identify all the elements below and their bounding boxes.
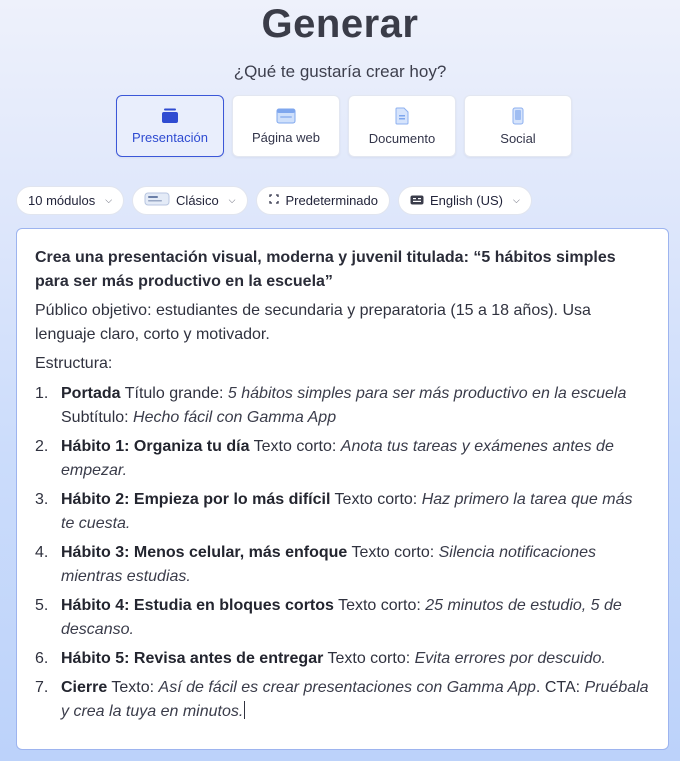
theme-dropdown[interactable] — [132, 186, 247, 215]
type-social-label: Social — [500, 130, 536, 146]
list-item: 7. Cierre Texto: Así de fácil es crear presentaciones con Gamma App. CTA: Pruébala y crea la tuya en minutos. — [35, 679, 649, 720]
chevron-down-icon: ⌵ — [512, 195, 520, 205]
format-value: Predeterminado — [285, 193, 378, 208]
type-document-label: Documento — [368, 130, 436, 146]
expand-icon — [268, 193, 280, 208]
theme-value: Clásico — [176, 193, 219, 208]
chevron-down-icon: ⌵ — [105, 195, 113, 205]
modules-dropdown[interactable] — [16, 186, 124, 215]
prompt-heading: Crea una presentación visual, moderna y juvenil titulada: “5 hábitos simples para ser más productivo en la escuela” — [35, 249, 616, 290]
content-type-selector — [116, 95, 572, 157]
type-presentation-label: Presentación — [132, 129, 208, 145]
type-document-button[interactable] — [348, 95, 456, 157]
type-webpage-label: Página web — [252, 129, 320, 145]
social-icon — [512, 107, 524, 125]
list-item: 3. Hábito 2: Empieza por lo más difícil Texto corto: Haz primero la tarea que más te cuesta. — [35, 491, 633, 532]
presentation-icon — [161, 108, 179, 124]
modules-value: 10 módulos — [28, 193, 96, 208]
type-social-button[interactable] — [464, 95, 572, 157]
chevron-down-icon: ⌵ — [228, 195, 236, 205]
prompt-audience: Público objetivo: estudiantes de secundaria y preparatoria (15 a 18 años). Usa lenguaje claro, corto y motivador. — [35, 302, 591, 343]
theme-icon — [144, 192, 170, 209]
text-caret — [244, 701, 245, 719]
list-item: 5. Hábito 4: Estudia en bloques cortos Texto corto: 25 minutos de estudio, 5 de descanso. — [35, 597, 622, 638]
webpage-icon — [276, 108, 296, 124]
type-webpage-button[interactable] — [232, 95, 340, 157]
language-dropdown[interactable] — [398, 186, 532, 215]
page-subtitle: ¿Qué te gustaría crear hoy? — [233, 62, 447, 81]
prompt-structure-list — [35, 382, 650, 724]
options-bar — [16, 186, 532, 215]
format-dropdown[interactable] — [256, 186, 391, 215]
document-icon — [395, 107, 409, 125]
language-value: English (US) — [430, 193, 503, 208]
type-presentation-button[interactable] — [116, 95, 224, 157]
page-title: Generar — [261, 2, 419, 46]
list-item: 2. Hábito 1: Organiza tu día Texto corto: Anota tus tareas y exámenes antes de empezar. — [35, 438, 614, 479]
list-item: 6. Hábito 5: Revisa antes de entregar Texto corto: Evita errores por descuido. — [35, 650, 606, 667]
prompt-textarea[interactable] — [16, 228, 669, 750]
list-item: 4. Hábito 3: Menos celular, más enfoque Texto corto: Silencia notificaciones mientras estudias. — [35, 544, 597, 585]
list-item: 1. Portada Título grande: 5 hábitos simples para ser más productivo en la escuela Subtítulo: Hecho fácil con Gamma App — [35, 385, 627, 426]
prompt-structure-label: Estructura: — [35, 355, 113, 372]
language-icon — [410, 193, 424, 208]
